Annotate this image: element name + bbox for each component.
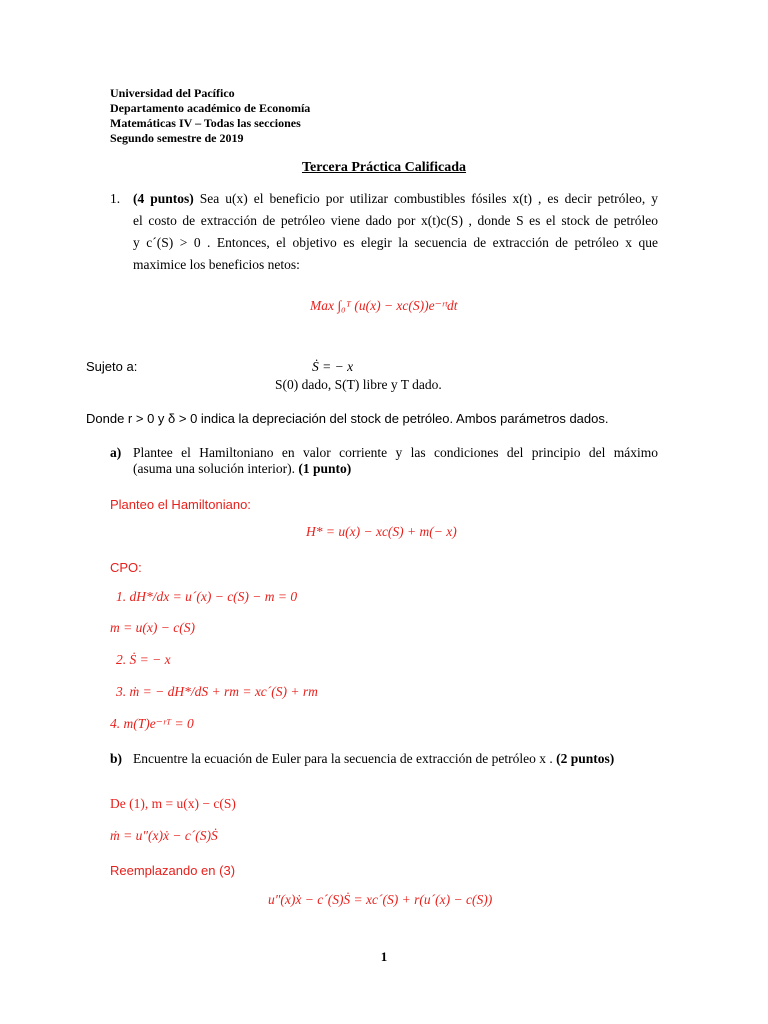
- cpo-condition-1: 1. dH*/dx = u´(x) − c(S) − m = 0: [116, 589, 298, 604]
- problem-number: 1.: [110, 191, 121, 206]
- header-semester: Segundo semestre de 2019: [110, 131, 244, 145]
- objective-function: Max ∫₀ᵀ (u(x) − xc(S))e⁻ʳᵗdt: [310, 298, 458, 313]
- problem-statement-line4: maximice los beneficios netos:: [133, 257, 300, 272]
- constraint-state-equation: Ṡ = − x: [312, 359, 354, 374]
- cpo-condition-4: 4. m(T)e⁻ʳᵀ = 0: [110, 716, 194, 731]
- part-a-text-line1: Plantee el Hamiltoniano en valor corriente y las condiciones del principio del máximo: [133, 445, 658, 460]
- hamiltonian-heading: Planteo el Hamiltoniano:: [110, 497, 251, 512]
- part-b-label: b): [110, 751, 123, 766]
- page-number: 1: [380, 949, 388, 964]
- cpo-condition-2: 2. Ṡ = − x: [116, 652, 171, 667]
- part-b-points: (2 puntos): [556, 751, 615, 766]
- part-b-text-body: Encuentre la ecuación de Euler para la secuencia de extracción de petróleo x .: [133, 751, 553, 766]
- header-university: Universidad del Pacífico: [110, 86, 235, 100]
- cpo-condition-3: 3. ṁ = − dH*/dS + rm = xc´(S) + rm: [116, 684, 318, 699]
- parameters-note: Donde r > 0 y δ > 0 indica la depreciación del stock de petróleo. Ambos parámetros dados.: [86, 411, 609, 426]
- part-b-text: [133, 748, 614, 770]
- euler-step-from-1: De (1), m = u(x) − c(S): [110, 796, 236, 811]
- euler-final-equation: u″(x)ẋ − c´(S)Ṡ = xc´(S) + r(u´(x) − c(S)): [268, 892, 493, 907]
- page-title: Tercera Práctica Calificada: [301, 160, 467, 175]
- constraint-boundary: S(0) dado, S(T) libre y T dado.: [275, 377, 442, 392]
- euler-substitution-note: Reemplazando en (3): [110, 863, 236, 878]
- part-a-text-line2: [133, 458, 351, 480]
- euler-mdot: ṁ = u″(x)ẋ − c´(S)Ṡ: [110, 828, 218, 843]
- part-a-text-line2-text: (asuma una solución interior).: [133, 461, 295, 476]
- problem-line1-text: Sea u(x) el beneficio por utilizar combustibles fósiles x(t) , es decir petróleo, y: [199, 191, 659, 206]
- problem-statement-line1: [133, 188, 658, 210]
- header-department: Departamento académico de Economía: [110, 101, 311, 115]
- hamiltonian-equation: H* = u(x) − xc(S) + m(− x): [306, 524, 457, 539]
- part-a-label: a): [110, 445, 122, 460]
- subject-to-label: Sujeto a:: [86, 359, 138, 374]
- cpo-label: CPO:: [110, 560, 142, 575]
- header-course: Matemáticas IV – Todas las secciones: [110, 116, 301, 130]
- problem-points: (4 puntos): [133, 191, 194, 206]
- part-a-points: (1 punto): [298, 461, 352, 476]
- problem-statement-line3: y c´(S) > 0 . Entonces, el objetivo es elegir la secuencia de extracción de petróleo x que: [133, 235, 658, 250]
- problem-statement-line2: el costo de extracción de petróleo viene dado por x(t)c(S) , donde S es el stock de petróleo: [133, 213, 658, 228]
- cpo-condition-1b: m = u(x) − c(S): [110, 620, 195, 635]
